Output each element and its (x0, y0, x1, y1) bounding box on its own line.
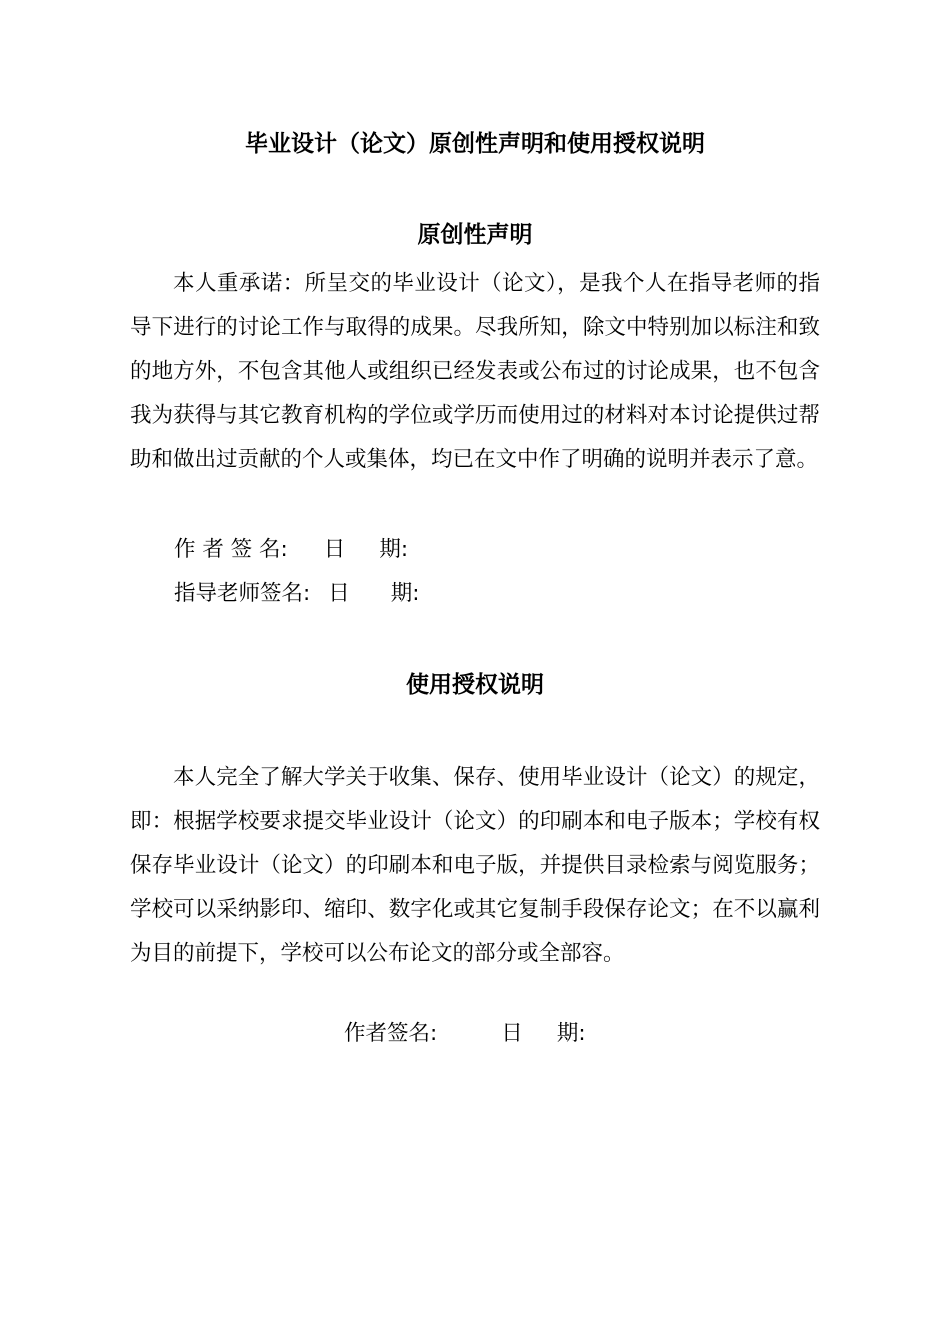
author-signature-label: 作 者 签 名: (174, 537, 288, 562)
authorization-heading: 使用授权说明 (406, 672, 544, 698)
authorization-date-label: 日 期: (501, 1021, 586, 1046)
authorization-author-signature-label: 作者签名: (344, 1021, 438, 1046)
advisor-signature-label: 指导老师签名: (174, 581, 311, 606)
originality-heading: 原创性声明 (417, 222, 533, 248)
page-title: 毕业设计（论文）原创性声明和使用授权说明 (245, 131, 705, 157)
authorization-signature-line (344, 1019, 586, 1049)
author-date-label: 日 期: (323, 537, 409, 562)
author-signature-line (174, 535, 408, 565)
advisor-date-label: 日 期: (328, 581, 420, 606)
originality-statement-paragraph: 本人重承诺：所呈交的毕业设计（论文），是我个人在指导老师的指导下进行的讨论工作与取得的成果。尽我所知，除文中特别加以标注和致的地方外，不包含其他人或组织已经发表或公布过的讨论成果，也不包含我为获得与其它教育机构的学位或学历而使用过的材料对本讨论提供过帮助和做出过贡献的个人或集体，均已在文中作了明确的说明并表示了意。 (130, 271, 820, 472)
advisor-signature-line (174, 579, 420, 609)
authorization-statement-paragraph: 本人完全了解大学关于收集、保存、使用毕业设计（论文）的规定，即：根据学校要求提交毕业设计（论文）的印刷本和电子版本；学校有权保存毕业设计（论文）的印刷本和电子版，并提供目录检索与阅览服务；学校可以采纳影印、缩印、数字化或其它复制手段保存论文；在不以赢利为目的前提下，学校可以公布论文的部分或全部容。 (130, 765, 820, 966)
